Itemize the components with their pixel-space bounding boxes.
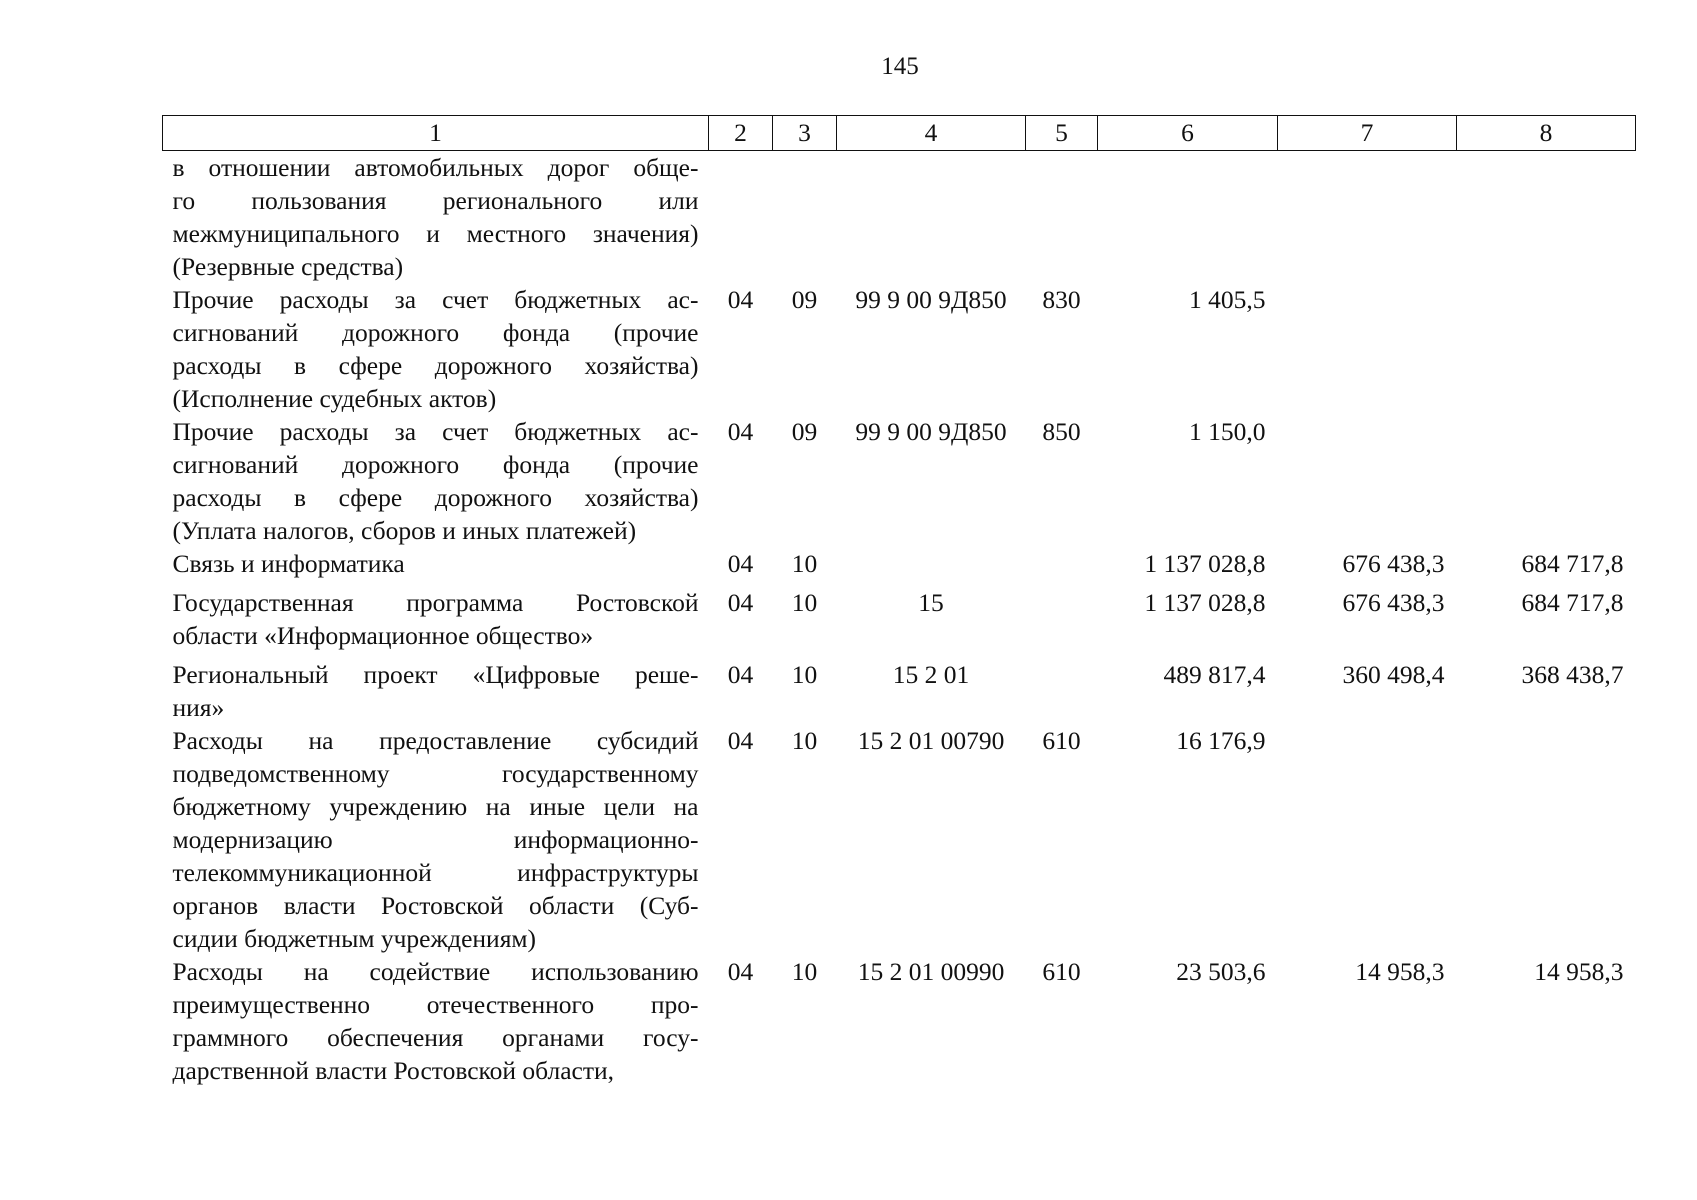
row-sum-col-7: 360 498,4: [1342, 660, 1445, 689]
row-sum-col-8: 368 438,7: [1521, 660, 1624, 689]
row-section-code: 04: [727, 549, 754, 578]
table-row: [163, 283, 1636, 415]
row-sum-col-6: 1 405,5: [1189, 285, 1266, 314]
row-sum-col-7: [1278, 283, 1457, 415]
row-name-line: в отношении автомобильных дорог обще-: [172, 153, 699, 182]
row-name: [163, 415, 709, 547]
row-sum-col-6: 16 176,9: [1176, 726, 1266, 755]
row-target-article: 15 2 01 00790: [857, 726, 1005, 755]
row-name: [163, 724, 709, 955]
row-section-code: 04: [727, 957, 754, 986]
row-sum-col-6: 489 817,4: [1163, 660, 1266, 689]
row-name-line: межмуниципального и местного значения): [172, 219, 699, 248]
row-subsection-code: 10: [791, 660, 818, 689]
row-name-line: (Уплата налогов, сборов и иных платежей): [172, 516, 637, 545]
row-target-article: [837, 151, 1026, 284]
row-target-article: 99 9 00 9Д850: [855, 417, 1007, 446]
row-name-line: Связь и информатика: [172, 549, 405, 578]
row-name-line: сидии бюджетным учреждениям): [172, 924, 537, 953]
row-expense-type: 830: [1042, 285, 1081, 314]
row-sum-col-7: [1278, 724, 1457, 955]
page-number: 145: [881, 53, 919, 80]
row-name-line: Расходы на содействие использованию: [172, 957, 699, 986]
budget-table-container: [162, 115, 1635, 1087]
table-row: [163, 415, 1636, 547]
row-name-line: сигнований дорожного фонда (прочие: [172, 318, 699, 347]
header-col-2: 2: [709, 116, 773, 151]
row-target-article: 15: [918, 588, 944, 617]
row-name-line: расходы в сфере дорожного хозяйства): [172, 483, 699, 512]
row-section-code: 04: [727, 285, 754, 314]
table-row: [163, 955, 1636, 1087]
row-name-line: дарственной власти Ростовской области,: [172, 1056, 615, 1085]
table-header: [163, 116, 1636, 151]
table-row: [163, 151, 1636, 284]
row-subsection-code: 10: [791, 957, 818, 986]
row-name: [163, 955, 709, 1087]
row-name-line: органов власти Ростовской области (Суб-: [172, 891, 699, 920]
row-sum-col-6: 23 503,6: [1176, 957, 1266, 986]
row-name-line: (Резервные средства): [172, 252, 404, 281]
row-sum-col-7: 676 438,3: [1342, 549, 1445, 578]
header-col-7: 7: [1278, 116, 1457, 151]
header-col-3: 3: [773, 116, 837, 151]
row-name-line: сигнований дорожного фонда (прочие: [172, 450, 699, 479]
row-name-line: телекоммуникационной инфраструктуры: [172, 858, 699, 887]
table-row: [163, 652, 1636, 724]
table-row: [163, 724, 1636, 955]
row-sum-col-7: 676 438,3: [1342, 588, 1445, 617]
row-target-article: 99 9 00 9Д850: [855, 285, 1007, 314]
row-sum-col-6: [1098, 151, 1278, 284]
row-name: [163, 283, 709, 415]
row-section-code: 04: [727, 660, 754, 689]
row-sum-col-6: 1 137 028,8: [1144, 549, 1266, 578]
row-name-line: области «Информационное общество»: [172, 621, 594, 650]
row-sum-col-7: [1278, 151, 1457, 284]
row-expense-type: 610: [1042, 957, 1081, 986]
row-target-article: 15 2 01 00990: [857, 957, 1005, 986]
header-col-8: 8: [1457, 116, 1636, 151]
row-sum-col-7: [1278, 415, 1457, 547]
row-name: [163, 547, 709, 580]
row-sum-col-8: [1457, 151, 1636, 284]
row-name: [163, 151, 709, 284]
row-sum-col-8: [1457, 724, 1636, 955]
row-name-line: ния»: [172, 693, 225, 722]
row-name-line: Государственная программа Ростовской: [172, 588, 699, 617]
row-name-line: граммного обеспечения органами госу-: [172, 1023, 699, 1052]
row-name-line: подведомственному государственному: [172, 759, 699, 788]
row-section-code: 04: [727, 588, 754, 617]
header-row: [163, 116, 1636, 151]
row-section-code: [709, 151, 773, 284]
row-sum-col-8: [1457, 283, 1636, 415]
row-name: [163, 580, 709, 652]
row-name-line: модернизацию информационно-: [172, 825, 699, 854]
header-col-6: 6: [1098, 116, 1278, 151]
row-subsection-code: 09: [791, 285, 818, 314]
row-expense-type: [1026, 652, 1098, 724]
header-col-1: 1: [163, 116, 709, 151]
row-subsection-code: 10: [791, 549, 818, 578]
row-expense-type: [1026, 580, 1098, 652]
row-sum-col-8: 684 717,8: [1521, 588, 1624, 617]
row-sum-col-8: 14 958,3: [1534, 957, 1624, 986]
row-target-article: 15 2 01: [892, 660, 970, 689]
header-col-5: 5: [1026, 116, 1098, 151]
row-section-code: 04: [727, 726, 754, 755]
row-name-line: го пользования регионального или: [172, 186, 699, 215]
row-name-line: расходы в сфере дорожного хозяйства): [172, 351, 699, 380]
row-expense-type: 610: [1042, 726, 1081, 755]
row-sum-col-8: 684 717,8: [1521, 549, 1624, 578]
row-name-line: преимущественно отечественного про-: [172, 990, 699, 1019]
row-section-code: 04: [727, 417, 754, 446]
row-subsection-code: 10: [791, 726, 818, 755]
row-name-line: Прочие расходы за счет бюджетных ас-: [172, 417, 699, 446]
table-body: [163, 151, 1636, 1088]
row-sum-col-6: 1 137 028,8: [1144, 588, 1266, 617]
header-col-4: 4: [837, 116, 1026, 151]
row-expense-type: [1026, 151, 1098, 284]
row-name-line: Расходы на предоставление субсидий: [172, 726, 699, 755]
row-name-line: (Исполнение судебных актов): [172, 384, 497, 413]
row-name-line: Региональный проект «Цифровые реше-: [172, 660, 699, 689]
row-expense-type: [1026, 547, 1098, 580]
row-target-article: [837, 547, 1026, 580]
row-sum-col-6: 1 150,0: [1189, 417, 1266, 446]
table-row: [163, 580, 1636, 652]
row-sum-col-7: 14 958,3: [1355, 957, 1445, 986]
table-row: [163, 547, 1636, 580]
row-name-line: бюджетному учреждению на иные цели на: [172, 792, 699, 821]
row-subsection-code: 10: [791, 588, 818, 617]
row-name: [163, 652, 709, 724]
row-subsection-code: [773, 151, 837, 284]
row-expense-type: 850: [1042, 417, 1081, 446]
row-sum-col-8: [1457, 415, 1636, 547]
row-name-line: Прочие расходы за счет бюджетных ас-: [172, 285, 699, 314]
row-subsection-code: 09: [791, 417, 818, 446]
budget-table: [162, 115, 1636, 1087]
